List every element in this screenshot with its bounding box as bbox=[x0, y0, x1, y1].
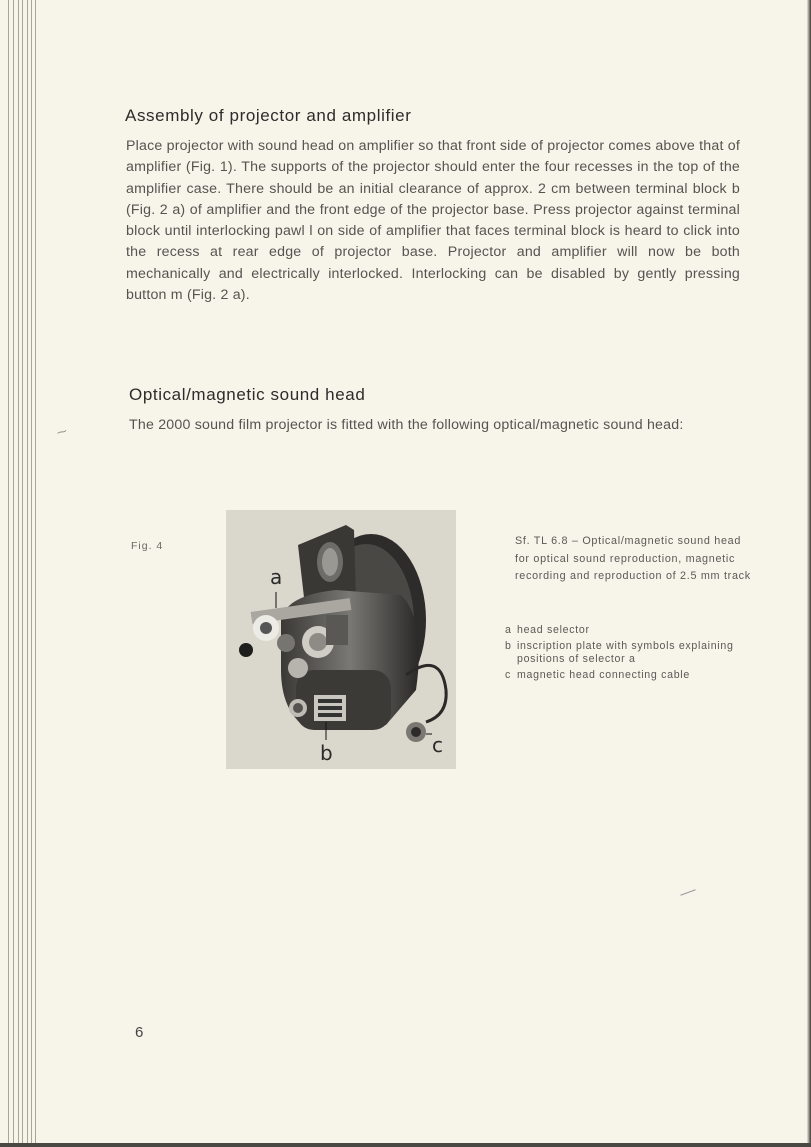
section-body-optical: The 2000 sound film projector is fitted with the following optical/magnetic sound head: bbox=[129, 417, 684, 433]
page-number: 6 bbox=[135, 1024, 144, 1041]
figure-label: Fig. 4 bbox=[131, 540, 164, 552]
photo-letter-c: c bbox=[432, 733, 443, 757]
photo-letter-b: b bbox=[320, 741, 333, 765]
pencil-mark bbox=[680, 889, 695, 895]
section-body-assembly: Place projector with sound head on amplifier so that front side of projector comes above that of amplifier (Fig. 1). The supports of the projector should enter the four recesses in the top of the amplifier case. There should be an initial clearance of approx. 2 cm between terminal block b (Fig. 2 a) of amplifier and the front edge of the projector base. Press projector against terminal block until interlocking pawl l on side of amplifier that faces terminal block is heard to click into the recess at rear edge of projector base. Projector and amplifier will now be both mechanically and electrically interlocked. Interlocking can be disabled by gently pressing button m (Fig. 2 a). bbox=[126, 138, 740, 304]
page-right-edge bbox=[807, 0, 811, 1147]
legend-text: head selector bbox=[517, 624, 590, 636]
figure-legend bbox=[505, 624, 755, 684]
legend-item bbox=[505, 669, 755, 683]
section-heading-assembly: Assembly of projector and amplifier bbox=[125, 106, 412, 125]
section-heading-optical: Optical/magnetic sound head bbox=[129, 385, 366, 404]
figure-caption: Sf. TL 6.8 – Optical/magnetic sound head for optical sound reproduction, magnetic recording and reproduction of 2.5 mm track bbox=[515, 535, 751, 582]
photo-letter-a: a bbox=[270, 565, 283, 589]
legend-item bbox=[505, 624, 755, 638]
legend-key: b bbox=[505, 639, 512, 652]
legend-key: c bbox=[505, 668, 511, 681]
page-stack-edges bbox=[0, 0, 40, 1147]
legend-key: a bbox=[505, 624, 512, 636]
legend-text: inscription plate with symbols explaining positions of selector a bbox=[517, 639, 734, 665]
page-bottom-edge bbox=[0, 1143, 811, 1147]
sound-head-photo bbox=[226, 510, 456, 769]
legend-item bbox=[505, 640, 755, 667]
legend-text: magnetic head connecting cable bbox=[517, 668, 690, 681]
pencil-mark: ⁓ bbox=[55, 425, 69, 440]
